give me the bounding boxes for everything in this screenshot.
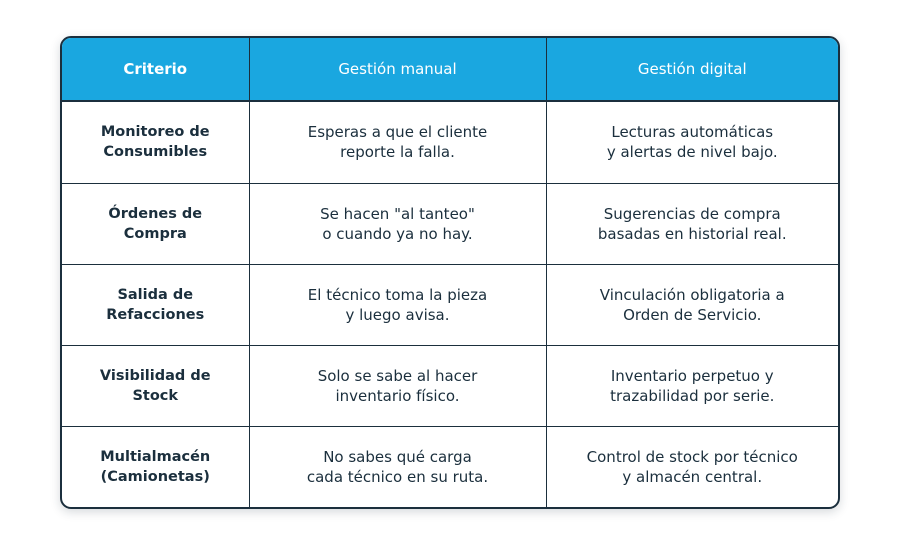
manual-cell: [249, 183, 546, 264]
digital-cell: [546, 346, 838, 427]
cell-line: Salida de: [117, 286, 194, 303]
cell-line: El técnico toma la pieza: [307, 285, 488, 304]
cell-line: y almacén central.: [622, 468, 763, 487]
table-body: [62, 101, 838, 507]
cell-line: (Camionetas): [100, 469, 210, 486]
cell-line: Sugerencias de compra: [603, 204, 781, 223]
table-row: [62, 427, 838, 507]
cell-line: Orden de Servicio.: [623, 305, 762, 324]
cell-line: Monitoreo de: [100, 124, 210, 141]
header-gestion-manual: Gestión manual: [249, 38, 546, 101]
cell-line: No sabes qué carga: [323, 448, 472, 467]
comparison-table-card: [60, 36, 840, 509]
manual-cell: [249, 346, 546, 427]
cell-line: cada técnico en su ruta.: [306, 468, 489, 487]
table-header: [62, 38, 838, 101]
cell-line: Se hacen "al tanteo": [320, 204, 475, 223]
cell-line: inventario físico.: [335, 387, 460, 406]
cell-line: Multialmacén: [100, 449, 211, 466]
comparison-table: [62, 38, 838, 507]
criterion-cell: [62, 264, 249, 345]
cell-line: Vinculación obligatoria a: [599, 285, 785, 304]
digital-cell: [546, 427, 838, 507]
table-row: [62, 264, 838, 345]
cell-line: Stock: [132, 388, 179, 405]
cell-line: Esperas a que el cliente: [307, 123, 488, 142]
cell-line: Control de stock por técnico: [586, 448, 798, 467]
cell-line: Consumibles: [103, 144, 208, 161]
table-row: [62, 183, 838, 264]
header-criterio: Criterio: [62, 38, 249, 101]
header-gestion-digital: Gestión digital: [546, 38, 838, 101]
cell-line: Visibilidad de: [99, 368, 211, 385]
header-row: [62, 38, 838, 101]
cell-line: o cuando ya no hay.: [322, 224, 473, 243]
digital-cell: [546, 264, 838, 345]
criterion-cell: [62, 183, 249, 264]
table-row: [62, 346, 838, 427]
manual-cell: [249, 427, 546, 507]
cell-line: reporte la falla.: [340, 143, 455, 162]
cell-line: y alertas de nivel bajo.: [606, 143, 778, 162]
criterion-cell: [62, 346, 249, 427]
cell-line: basadas en historial real.: [597, 224, 787, 243]
table-row: [62, 101, 838, 183]
cell-line: trazabilidad por serie.: [610, 387, 775, 406]
criterion-cell: [62, 427, 249, 507]
cell-line: y luego avisa.: [345, 305, 450, 324]
manual-cell: [249, 264, 546, 345]
cell-line: Refacciones: [106, 306, 205, 323]
manual-cell: [249, 101, 546, 183]
cell-line: Compra: [123, 225, 187, 242]
criterion-cell: [62, 101, 249, 183]
cell-line: Solo se sabe al hacer: [317, 367, 478, 386]
cell-line: Órdenes de: [108, 205, 203, 222]
cell-line: Inventario perpetuo y: [610, 367, 774, 386]
digital-cell: [546, 101, 838, 183]
digital-cell: [546, 183, 838, 264]
cell-line: Lecturas automáticas: [611, 123, 774, 142]
